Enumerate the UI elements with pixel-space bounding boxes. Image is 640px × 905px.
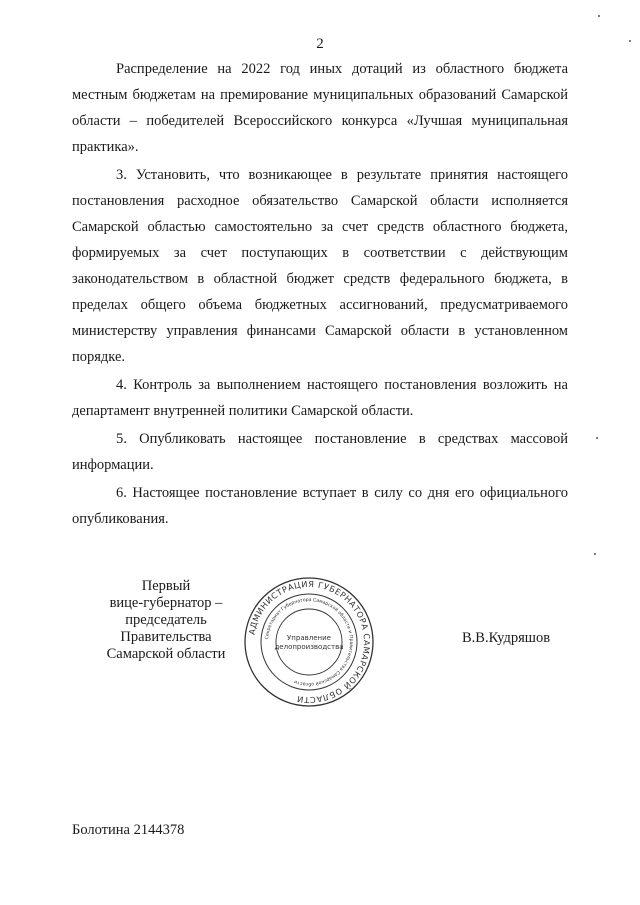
signatory-name: В.В.Кудряшов — [462, 630, 551, 646]
document-body — [72, 56, 568, 532]
signatory-title-line: вице-губернатор – — [109, 595, 223, 611]
paragraph-4: 4. Контроль за выполнением настоящего постановления возложить на департамент внутренней политики Самарской области. — [72, 377, 568, 419]
signatory-title — [78, 578, 254, 663]
official-stamp — [243, 576, 375, 708]
signatory-title-line: Самарской области — [106, 646, 226, 662]
stamp-outer-text: АДМИНИСТРАЦИЯ ГУБЕРНАТОРА САМАРСКОЙ ОБЛАСТИ — [246, 578, 373, 706]
paragraph-appendix-title: Распределение на 2022 год иных дотаций из областного бюджета местным бюджетам на премирование муниципальных образований Самарской области – победителей Всероссийского конкурса «Лучшая муниципальная практика». — [72, 61, 568, 155]
scan-speck — [594, 553, 596, 555]
stamp-inner-text: Секретариат Губернатора Самарской области и Правительства Самарской области — [265, 597, 354, 687]
paragraph-3: 3. Установить, что возникающее в результате принятия настоящего постановления расходное обязательство Самарской области исполняется Самарской областью самостоятельно за счет средств областного бюджета, формируемых за счет поступающих в соответствии с действующим законодательством в областной бюджет средств федерального бюджета, в пределах общего объема бюджетных ассигнований, предусматриваемого министерству управления финансами Самарской области в установленном порядке. — [72, 167, 568, 365]
stamp-center-line: Управление — [287, 634, 331, 642]
paragraph-5: 5. Опубликовать настоящее постановление в средствах массовой информации. — [72, 431, 568, 473]
stamp-center-line: делопроизводства — [274, 643, 344, 651]
scan-speck — [629, 40, 631, 42]
scan-speck — [596, 437, 598, 439]
scan-speck — [598, 15, 600, 17]
paragraph-6: 6. Настоящее постановление вступает в силу со дня его официального опубликования. — [72, 485, 568, 527]
page-number: 2 — [316, 36, 324, 52]
executor-contact: Болотина 2144378 — [72, 822, 185, 838]
signatory-title-line: председатель Правительства — [120, 612, 212, 645]
signatory-title-line: Первый — [141, 578, 191, 594]
